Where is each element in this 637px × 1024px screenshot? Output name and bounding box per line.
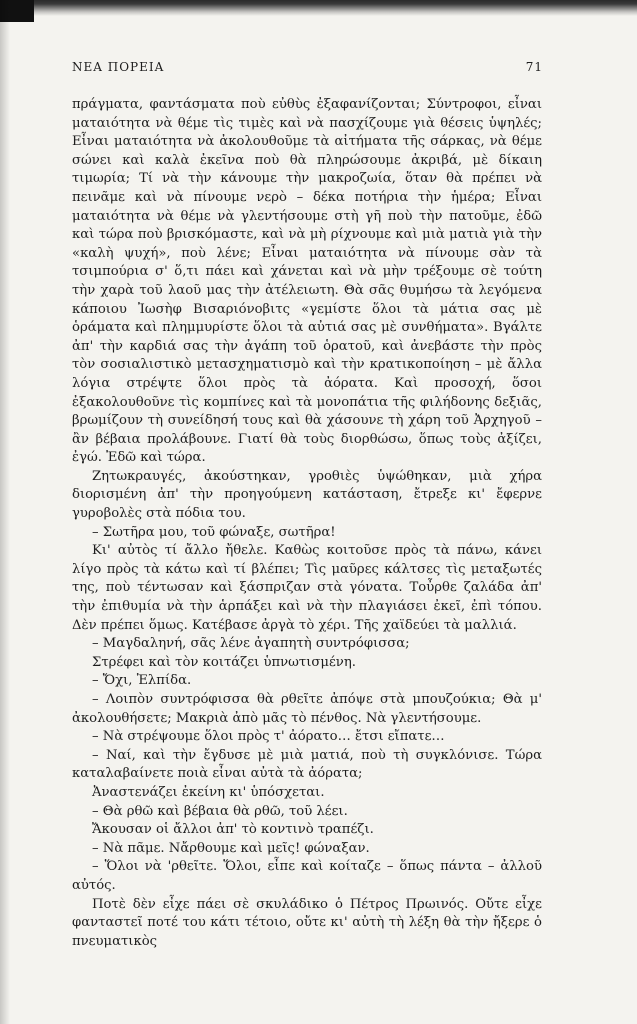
dialogue-line: – Νὰ πᾶμε. Νἄρθουμε καὶ μεῖς! φώναξαν. <box>92 840 370 856</box>
running-title: ΝΕΑ ΠΟΡΕΙΑ <box>72 60 165 74</box>
dialogue-line: – Θὰ ρθῶ καὶ βέβαια θὰ ρθῶ, τοῦ λέει. <box>92 803 348 819</box>
page-number: 71 <box>525 60 543 74</box>
body-text <box>72 96 542 951</box>
paragraph: Ζητωκραυγές, ἀκούστηκαν, γροθιὲς ὑψώθηκαν, μιὰ χήρα διορισμένη ἀπ' τὴν προηγούμενη κατάσταση, ἔτρεξε κι' ἔφερνε γυροβολὲς στὰ πόδια του. <box>72 468 542 522</box>
paragraph: Κι' αὐτὸς τί ἄλλο ἤθελε. Καθὼς κοιτοῦσε πρὸς τὰ πάνω, κάνει λίγο πρὸς τὰ κάτω καὶ τί βλέπει; Τὶς μαῦρες κάλτσες τὶς μεταξωτές της, ποὺ τέντωσαν καὶ ξάσπριζαν στὰ γόνατα. Τοὖρθε ζαλάδα ἀπ' τὴν ἐπιθυμία νὰ τὴν ἁρπάξει καὶ νὰ τὴν πλαγιάσει ἐκεῖ, ἐπὶ τόπου. Δὲν πρέπει ὅμως. Κατέβασε ἀργὰ τὸ χέρι. Τῆς χαϊδεύει τὰ μαλλιά. <box>72 543 542 633</box>
dialogue-line: – Σωτῆρα μου, τοῦ φώναξε, σωτῆρα! <box>92 524 336 540</box>
page-header <box>72 60 543 80</box>
dialogue-line: – Μαγδαληνή, σᾶς λένε ἀγαπητὴ συντρόφισσα; <box>92 636 410 652</box>
dialogue-line: – Νὰ στρέψουμε ὅλοι πρὸς τ' ἀόρατο… ἔτσι εἴπατε… <box>92 729 445 745</box>
dialogue-line: – Λοιπὸν συντρόφισσα θὰ ρθεῖτε ἀπόψε στὰ μπουζούκια; Θὰ μ' ἀκολουθήσετε; Μακριὰ ἀπὸ μᾶς τὸ πένθος. Νὰ γλεντήσουμε. <box>72 692 542 726</box>
paragraph: πράγματα, φαντάσματα ποὺ εὐθὺς ἐξαφανίζονται; Σύντροφοι, εἶναι ματαιότητα νὰ θέμε τὶς τιμὲς καὶ νὰ πασχίζουμε γιὰ θέσεις ὑψηλές; Εἶναι ματαιότητα νὰ ἀκολουθοῦμε τὰ αἰτήματα τῆς σάρκας, νὰ θέμε σώνει καὶ καλὰ ἐκεῖνα ποὺ θὰ πληρώσουμε ἀκριβά, μὲ δίκαιη τιμωρία; Τί νὰ τὴν κάνουμε τὴν μακροζωία, ὅταν θὰ πρέπει νὰ πεινᾶμε καὶ νὰ πίνουμε νερὸ – δέκα ποτήρια τὴν ἡμέρα; Εἶναι ματαιότητα νὰ θέμε νὰ γλεντήσουμε στὴ γῆ ποὺ τὴν πατοῦμε, ἐδῶ καὶ τώρα ποὺ βρισκόμαστε, καὶ νὰ μὴ ρίχνουμε καὶ μιὰ ματιὰ γιὰ τὴν «καλὴ ψυχή», ποὺ λένε; Εἶναι ματαιότητα νὰ πίνουμε σὰν τὰ τσιμπούρια σ' ὅ,τι πάει καὶ χάνεται καὶ νὰ μὴν τρέξουμε σὲ τούτη τὴν χαρὰ τοῦ λαοῦ μας τὴν ἀτέλειωτη. Θὰ σᾶς θυμήσω τὰ λεγόμενα κάποιου Ἰωσὴφ Βισαριόνοβιτς «γεμίστε ὅλοι τὰ μάτια σας μὲ ὁράματα καὶ πλημμυρίστε ὅλοι τὰ αὐτιά σας μὲ συνθήματα». Βγάλτε ἀπ' τὴν καρδιά σας τὴν ἀγάπη τοῦ ὁρατοῦ, καὶ ἀνεβάστε τὴν πρὸς τὸν σοσιαλιστικὸ μετασχηματισμὸ καὶ τὴν κρατικοποίηση – μὲ ἄλλα λόγια στρέψτε ὅλοι πρὸς τὰ ἀόρατα. Καὶ προσοχή, ὅσοι ἐξακολουθοῦνε τὶς κομπίνες καὶ τὰ μονοπάτια τῆς φιλήδονης δεξιᾶς, βρωμίζουν τὴ συνείδησή τους καὶ θὰ χάσουνε τὴ χάρη τοῦ Ἀρχηγοῦ – ἂν βέβαια προλάβουνε. Γιατί θὰ τοὺς διορθώσω, ὅπως τοὺς ἀξίζει, ἐγώ. Ἐδῶ καὶ τώρα. <box>72 97 542 466</box>
paragraph: Στρέφει καὶ τὸν κοιτάζει ὑπνωτισμένη. <box>92 654 356 670</box>
dialogue-line: – Ὄχι, Ἐλπίδα. <box>92 673 192 689</box>
dialogue-line: – Ναί, καὶ τὴν ἔγδυσε μὲ μιὰ ματιά, ποὺ τὴ συγκλόνισε. Τώρα καταλαβαίνετε ποιὰ εἶναι αὐτὰ τὰ ἀόρατα; <box>72 747 542 782</box>
scan-binding-shadow <box>0 0 10 1024</box>
scan-top-edge <box>0 0 637 16</box>
paragraph: Ἀναστενάζει ἐκείνη κι' ὑπόσχεται. <box>92 784 325 800</box>
dialogue-line: – Ὅλοι νὰ 'ρθεῖτε. Ὅλοι, εἶπε καὶ κοίταζε – ὅπως πάντα – ἀλλοῦ αὐτός. <box>72 859 542 893</box>
paragraph: Ἄκουσαν οἱ ἄλλοι ἀπ' τὸ κοντινὸ τραπέζι. <box>92 822 374 838</box>
paragraph: Ποτὲ δὲν εἶχε πάει σὲ σκυλάδικο ὁ Πέτρος Πρωινός. Οὔτε εἶχε φανταστεῖ ποτέ του κάτι τέτοιο, οὔτε κι' αὐτὴ τὴ λέξη θὰ τὴν ἤξερε ὁ πνευματικὸς <box>72 896 542 949</box>
